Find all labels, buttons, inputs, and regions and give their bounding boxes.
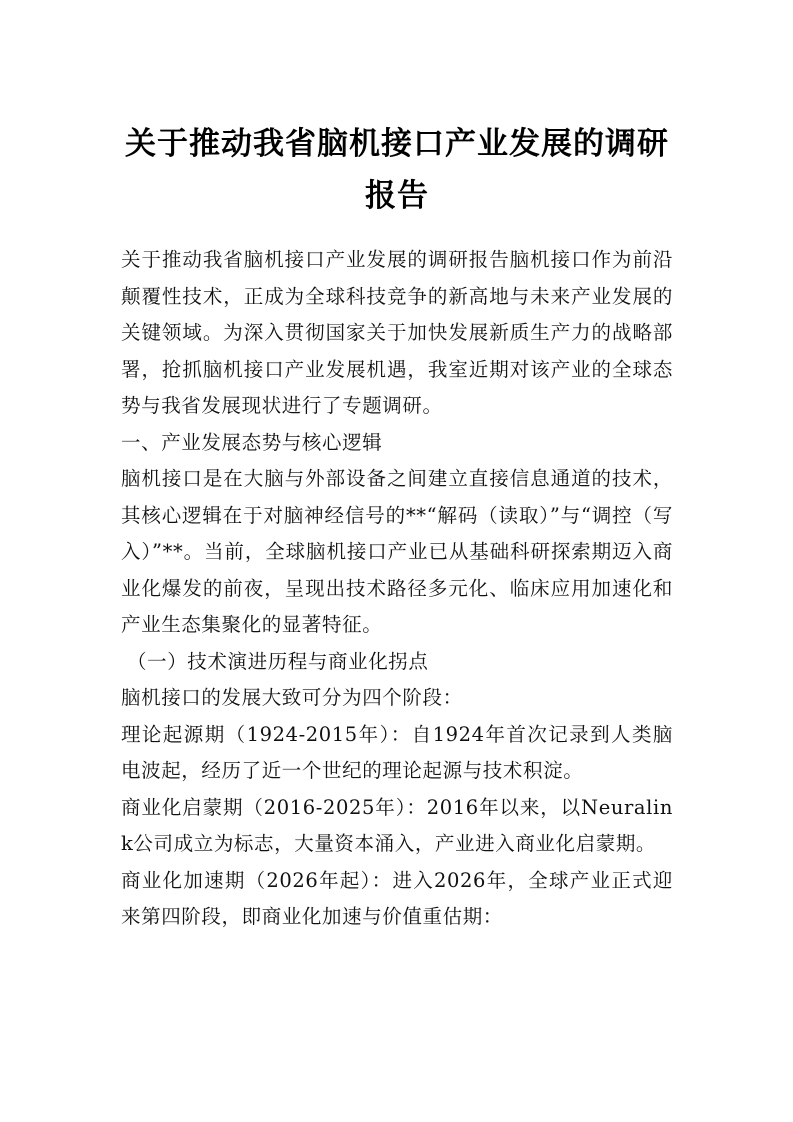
stage-paragraph-1: 理论起源期（1924-2015年）：自1924年首次记录到人类脑电波起，经历了近一个世纪的理论起源与技术积淀。 xyxy=(121,722,673,782)
stages-intro-paragraph: 脑机接口的发展大致可分为四个阶段： xyxy=(121,686,463,709)
section-heading: 一、产业发展态势与核心逻辑 xyxy=(121,430,383,454)
section-paragraph: 脑机接口是在大脑与外部设备之间建立直接信息通道的技术，其核心逻辑在于对脑神经信号的**“解码（读取）”与“调控（写入）”**。当前，全球脑机接口产业已从基础科研探索期迈入商业化爆发的前夜，呈现出技术路径多元化、临床应用加速化和产业生态集聚化的显著特征。 xyxy=(121,467,673,636)
intro-paragraph: 关于推动我省脑机接口产业发展的调研报告脑机接口作为前沿颠覆性技术，正成为全球科技竞争的新高地与未来产业发展的关键领域。为深入贯彻国家关于加快发展新质生产力的战略部署，抢抓脑机接口产业发展机遇，我室近期对该产业的全球态势与我省发展现状进行了专题调研。 xyxy=(121,248,673,417)
document-body xyxy=(121,242,673,936)
subsection-heading: （一）技术演进历程与商业化拐点 xyxy=(127,649,429,673)
document-title: 关于推动我省脑机接口产业发展的调研报告 xyxy=(125,126,669,214)
stage-paragraph-2: 商业化启蒙期（2016-2025年）：2016年以来，以Neuralink公司成立为标志，大量资本涌入，产业进入商业化启蒙期。 xyxy=(121,795,673,855)
stage-paragraph-3: 商业化加速期（2026年起）：进入2026年，全球产业正式迎来第四阶段，即商业化加速与价值重估期： xyxy=(121,868,673,928)
